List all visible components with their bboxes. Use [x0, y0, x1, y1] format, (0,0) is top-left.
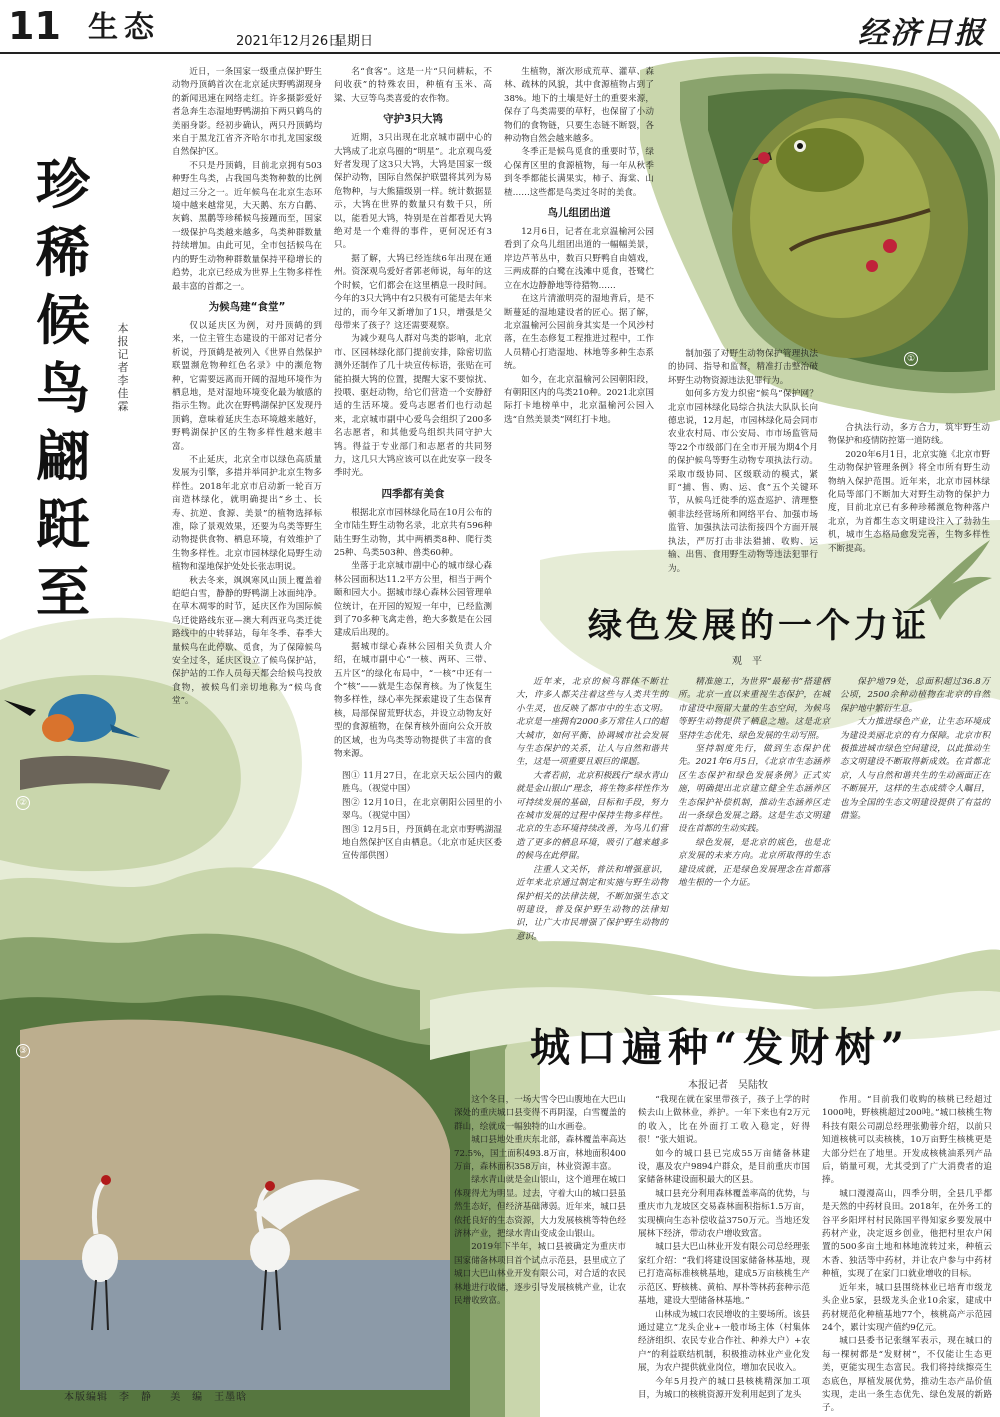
article2-column-2: 精准施工，为世界“最秘书”搭建栖所。北京一直以来重视生态保护，在城市建设中预留大量的生态空间，为候鸟等野生动物提供了栖息之地。这是北京坚持生态优先、绿色发展的生动写照。 坚持制度先行，做到生态保护优先。2021年6月5日，《北京市生态涵养区生态保护和绿色发展条例》正式实施，明确提出北京建立健全生态涵养区生态保护补偿机制，推动生态涵养区走出一条绿色发展之路。这是生态文明建设在首都的生动实践。 绿色发展，是北京的底色，也是北京发展的未来方向。北京所取得的生态建设成就，正是绿色发展理念在首都落地生根的一个力证。 — [678, 677, 830, 889]
caption-1: 图① 11月27日，在北京天坛公园内的戴胜鸟。（视觉中国） — [342, 771, 502, 795]
article3-column-3: 作用。“目前我们收购的核桃已经超过1000吨，野核桃超过200吨。”城口核桃生物科技有限公司副总经理张勤蓉介绍，以前只知道核桃可以卖核桃，10万亩野生核桃更是大部分烂在了地里。开发成核桃油系列产品后，销量可观，尤其受到了广大消费者的追捧。 城口漫漫高山，四季分明，全县几乎都是天然的中药材良田。2018年，在外务工的谷平乡阳坪村村民陈国平得知家乡要发展中药材产业，决定返乡创业，他把村里农户闲置的500多亩土地和林地流转过来，种植云木香、独活等中药材，并让农户参与中药材种植，实现了在家门口就业增收的目标。 近年来，城口县围绕林业已培育市级龙头企业5家，县级龙头企业10余家，建成中药材规范化种植基地77个，核桃高产示范园24个，累计实现产值约9亿元。 城口县委书记张继军表示，现在城口的每一棵树都是“发财树”，不仅能让生态更美，更能实现生态富民。我们将持续擦亮生态底色，厚植发展优势，推动生态产品价值实现，走出一条生态优先、绿色发展的新路子。 — [822, 1095, 992, 1414]
article1-column-5: 合执法行动，多方合力，筑牢野生动物保护和疫情防控第一道防线。 2020年6月1日，北京实施《北京市野生动物保护管理条例》将全市所有野生动物纳入保护范围。近年来，北京市园林绿化局等部门不断加大对野生动物的保护力度，目前北京已有多种珍稀濒危物种落户北京，为首都生态文明建设注入了勃勃生机，城市生态格局愈发完善，生物多样性不断提高。 — [828, 423, 990, 554]
subhead-seasons: 四季都有美食 — [381, 487, 445, 500]
article2-byline: 观 平 — [732, 656, 762, 667]
photo-captions — [342, 770, 502, 920]
section-name: 生态 — [88, 10, 160, 45]
article1-byline: 本 报 记 者 李 佳 霖 — [117, 322, 129, 413]
caption-2: 图② 12月10日，在北京朝阳公园里的小翠鸟。（视觉中国） — [342, 797, 502, 822]
article1-headline: 珍 稀 候 鸟 翩 跹 至 — [36, 152, 90, 624]
caption-3: 图③ 12月5日，丹顶鹤在北京市野鸭湖湿地自然保护区自由栖息。（北京市延庆区委宣传部供图） — [342, 824, 502, 862]
issue-date: 2021年12月26日 — [236, 34, 342, 49]
article3-headline: 城口遍种“发财树” — [530, 1024, 911, 1071]
article3-column-2: “我现在就在家里带孩子，孩子上学的时候去山上做林业，养护。一年下来也有2万元的收入，比在外面打工收入稳定，好得很！”张大姐说。 如今的城口县已完成55万亩储备林建设，惠及农户9894户群众，是目前重庆市国家储备林建设面积最大的区县。 城口县充分利用森林覆盖率高的优势，与重庆市九龙坡区交易森林面积指标1.5万亩，实现横向生态补偿收益3750万元。当地还发展林下经济，带动农户增收致富。 城口县大巴山林业开发有限公司总经理张家红介绍：“我们将建设国家储备林基地，现已打造高标准核桃基地，建成5万亩核桃生产示范区、野核桃、黄柏、厚朴等林药套种示范基地，建设大型储备林基地。” 山林成为城口农民增收的主要场所。该县通过建立“龙头企业+一般市场主体（村集体经济组织、农民专业合作社、种养大户）+农户”的利益联结机制，积极推动林业产业化发展，为农户提供就业岗位，增加农民收入。 今年5月投产的城口县核桃精深加工项目，为城口的核桃资源开发利用起到了龙头 — [638, 1095, 810, 1400]
editor-credits — [64, 1388, 261, 1403]
article1-column-2: 名“食客”。这是一片“只问耕耘，不问收获”的特殊农田，种植有玉米、高粱、大豆等鸟类喜爱的农作物。 守护3只大鸨 近期，3只出现在北京城市副中心的大鸨成了北京鸟圈的“明星”。北京观鸟爱好者发现了这3只大鸨，大鸨是国家一级保护动物，国际自然保护联盟将其列为易危物种，与大熊猫级别一样。统计数据显示，大鸨在世界的数量只有数千只，所以，能看见大鸨，特别是在首都看见大鸨绝对是一个难得的事件，更何况还有3只。 据了解，大鸨已经连续6年出现在通州。资深观鸟爱好者郭老师说，每年的这个时候，它们都会在这里栖息一段时间。今年的3只大鸨中有2只极有可能是去年来过的，而今年又新增加了1只，增强是父母带来了孩子？这还需要观察。 为减少观鸟人群对鸟类的影响，北京市、区园林绿化部门提前安排，除密切监测外还制作了几十块宣传标语，张贴在可能拍摄大鸨的位置，提醒大家不要惊扰、投喂、驱赶动物，给它们营造一个安静舒适的生活环境。爱鸟志愿者们也行动起来，北京城市副中心爱鸟会组织了200多名志愿者，和其他爱鸟组织共同守护大鸨。得益于专业部门和志愿者的共同努力，这几只大鸨应该可以在此安享一段冬季时光。 四季都有美食 根据北京市园林绿化局在10月公布的全市陆生野生动物名录，北京共有596种陆生野生动物，其中两栖类8种、爬行类25种、鸟类503种、兽类60种。 坐落于北京城市副中心的城市绿心森林公园面积达11.2平方公里，相当于两个颐和园大小。据城市绿心森林公园管理单位统计，在开园的短短一年中，已经监测到了70多种飞禽走兽，绝大多数是在公园建成后出现的。 据城市绿心森林公园相关负责人介绍，在城市副中心“一核、两环、三带、五片区”的绿化布局中，“一核”中还有一个“核”——就是生态保育核。为了恢复生物多样性，绿心率先探索建设了生态保育核，局部保留荒野状态，并设立动物友好型的食源植物，在保育核外面向公众开放的区域，也为鸟类等动物提供了丰富的食物来源。 — [334, 67, 492, 760]
article1-column-3: 生植物，渐次形成荒草、灌草、森林、疏林的风貌，其中食源植物占到了38%。地下的土壤是好土的重要来源，保存了鸟类需要的草籽，也保留了小动物们的食物链，只要生态链不断裂，各种动物自然会越来越多。 冬季正是候鸟觅食的重要时节，绿心保育区里的食源植物，每一年从秋季到冬季都能长满果实，柿子、海棠、山楂……这些都是鸟类过冬时的美食。 鸟儿组团出道 12月6日，记者在北京温榆河公园看到了众鸟儿组团出道的一幅幅美景，岸边芦苇丛中，数百只野鸭自由嬉戏，三两成群的白鹭在浅滩中觅食，苍鹭伫立在水边静静地等待猎物…… 在这片清澈明亮的湿地背后，是不断蔓延的湿地建设者的匠心。据了解，北京温榆河公园前身其实是一个风沙村落，在生态修复工程推进过程中，工作人员精心打造湿地、林地等多种生态系统。 如今，在北京温榆河公园朝阳段，有朝阳区内的鸟类210种。2021北京国际打卡地榜单中，北京温榆河公园入选“自然美景类”网红打卡地。 — [504, 67, 654, 425]
article2-column-3: 保护地79处，总面积超过36.8万公顷，2500余种动植物在北京的自然保护地中繁衍生息。 大力推进绿色产业，让生态环境成为建设美丽北京的有力保障。北京市积极推进城市绿色空间建设，以此推动生态文明建设不断取得新成效。在首都北京，人与自然和谐共生的生动画面正在不断展开，这样的生态成绩令人瞩目，也为全国的生态文明建设提供了有益的借鉴。 — [840, 677, 990, 822]
issue-weekday: 星期日 — [334, 34, 374, 49]
article3-byline: 本报记者 吴陆牧 — [688, 1080, 768, 1091]
article2-column-1: 近年来，北京的候鸟群体不断壮大，许多人都关注着这些与人类共生的小生灵，也反映了都市中的生态文明。北京是一座拥有2000多万常住人口的超大城市，如何平衡、协调城市社会发展与生态保护的关系，让人与自然和谐共生，这是一项重要且艰巨的课题。 大者若前，北京积极践行“绿水青山就是金山银山”理念，将生物多样性作为可持续发展的基础，目标和手段，努力在城市发展的过程中保持生物多样性。北京的生态环境持续改善，为鸟儿们营造了更多的栖息环境，吸引了越来越多的候鸟在此停留。 注重人文关怀，普法和增强意识，近年来北京通过制定和实施与野生动物保护相关的法律法规，不断加强生态文明建设，普及保护野生动物的法律知识，让广大市民增强了保护野生动物的意识。 — [516, 677, 668, 942]
subhead-feeding: 为候鸟建“食堂” — [208, 300, 286, 313]
photo-number-1: ① — [904, 352, 918, 366]
photo-number-3: ③ — [16, 1044, 30, 1058]
article1-column-4: 制加强了对野生动物保护管理执法的协同、指导和监督，精准打击整治破坏野生动物资源违法犯罪行为。 如何多方发力织密“候鸟”保护网？北京市园林绿化局综合执法大队队长向德忠说，12月起，市园林绿化局会同市农业农村局、市公安局、市市场监管局等22个市级部门在全市开展为期4个月的保护候鸟等野生动物专项执法行动。采取市级协同、区级联动的模式，紧盯“捕、售、购、运、食”五个关键环节，从候鸟迁徙季的巡查巡护、清理整顿非法经营场所和网络平台、加强市场监管、加强执法司法衔接四个方面开展执法，严厉打击非法猎捕、收购、运输、出售、食用野生动物等违法犯罪行为。 — [668, 349, 818, 574]
article1-column-1: 近日，一条国家一级重点保护野生动物丹顶鹤首次在北京延庆野鸭湖现身的新闻迅速在网络走红。许多摄影爱好者急奔生态湿地野鸭湖拍下两只鹤鸟的美丽身影。经初步确认，两只丹顶鹤均来自于黑龙江省齐齐哈尔市扎龙国家级自然保护区。 不只是丹顶鹤，目前北京拥有503种野生鸟类，占我国鸟类物种数的比例超过三分之一。近年候鸟在北京生态环境中越来越常见，大天鹅、东方白鹳、灰鹤、黑鹳等珍稀候鸟接踵而至，国家一级保护鸟类越来越多，鸟类种群数量持续增加。由此可见，全市包括候鸟在内的野生动物种群数量保持平稳增长的趋势，北京已经成为世界上生物多样性最丰富的首都之一。 为候鸟建“食堂” 仅以延庆区为例，对丹顶鹤的到来，一位主管生态建设的干部对记者分析说，丹顶鹤是被列入《世界自然保护联盟濒危物种红色名录》中的濒危物种，它需要远离而开阔的湿地环境作为栖息地，是对湿地环境变化最为敏感的指示生物。此次在野鸭湖保护区发现丹顶鹤，意味着延庆生态环境越来越好，野鸭湖保护区的生物多样性越来越丰富。 不止延庆，北京全市以绿色高质量发展为引擎，多措并举同护北京生物多样性。2018年北京市启动新一轮百万亩造林绿化，就明确提出“乡土、长寿、抗逆、食源、美景”的植物选择标准，除了景观效果，还要为鸟类等野生动物提供食物、栖息环境，有效维护了生物多样性。北京市园林绿化局野生动植物和湿地保护处处长张志明说。 秋去冬来，飒飒寒风山顶上覆盖着皑皑白雪，静静的野鸭湖上冰面纯净。在草木凋零的时节，延庆区作为国际候鸟迁徙路线东亚—澳大利西亚鸟类迁徙路线中的中转驿站，每年冬季、春季大量候鸟在此停歇、觅食，为了保障候鸟安全过冬，延庆区设立了候鸟保护站，保护站的工作人员每天都会给候鸟投放食物，被候鸟们亲切地称为“候鸟食堂”。 — [172, 67, 322, 707]
article3-column-1: 这个冬日，一场大雪令巴山腹地在大巴山深处的重庆城口县变得不再阴湿，白雪覆盖的群山，绘就成一幅独特的山水画卷。 城口县地处重庆东北部，森林覆盖率高达72.5%，国土面积493.8万亩，林地面积400万亩，森林面积358万亩，林业资源丰富。 绿水青山就是金山银山，这个道理在城口体现得尤为明显。过去，守着大山的城口县虽然生态好，但经济基础薄弱。近年来，城口县依托良好的生态资源，大力发展核桃等特色经济林产业，把绿水青山变成金山银山。 2019年下半年，城口县被确定为重庆市国家储备林项目首个试点示范县，县里成立了城口大巴山林业开发有限公司，对合适的农民林地进行收储，逐步引导发展核桃产业，让农民增收致富。 — [454, 1095, 626, 1307]
art-editor: 美 编 王墨晗 — [170, 1392, 248, 1403]
article2-headline: 绿色发展的一个力证 — [588, 606, 930, 646]
subhead-birds-debut: 鸟儿组团出道 — [547, 207, 611, 220]
newspaper-logo: 经济日报 — [858, 16, 986, 51]
subhead-bustards: 守护3只大鸨 — [383, 113, 443, 126]
photo-number-2: ② — [16, 796, 30, 810]
page-number: 11 — [8, 4, 61, 48]
layout-editor: 本版编辑 李 静 — [64, 1392, 152, 1403]
